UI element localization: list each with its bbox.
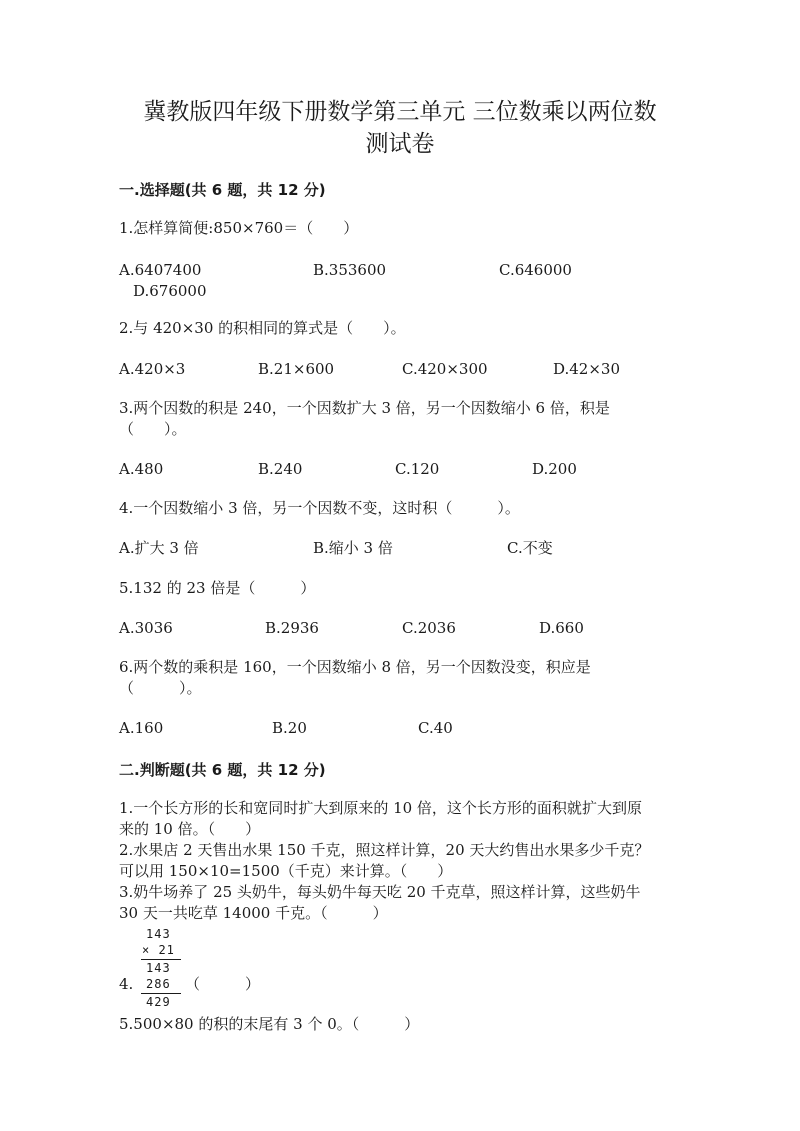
q4-option-c: C.不变 bbox=[507, 539, 553, 557]
calc-row-1: 143 bbox=[146, 927, 171, 941]
question-3-stem-line-2: （ ）。 bbox=[119, 420, 187, 438]
q1-option-a: A.6407400 bbox=[119, 261, 202, 279]
q3-option-b: B.240 bbox=[258, 460, 303, 478]
judge-1-line-2: 来的 10 倍。（ ） bbox=[119, 820, 261, 838]
section-1-heading: 一.选择题(共 6 题，共 12 分) bbox=[119, 181, 326, 199]
q1-option-b: B.353600 bbox=[313, 261, 387, 279]
q5-option-a: A.3036 bbox=[119, 619, 173, 637]
q5-option-b: B.2936 bbox=[265, 619, 319, 637]
question-1-stem: 1.怎样算简便:850×760＝（ ） bbox=[119, 219, 359, 237]
question-5-stem: 5.132 的 23 倍是（ ） bbox=[119, 579, 316, 597]
section-2-heading: 二.判断题(共 6 题，共 12 分) bbox=[119, 761, 326, 779]
question-6-stem-line-2: （ ）。 bbox=[119, 679, 202, 697]
q3-option-c: C.120 bbox=[395, 460, 440, 478]
calc-row-2: × 21 bbox=[142, 943, 175, 957]
judge-2-line-1: 2.水果店 2 天售出水果 150 千克，照这样计算，20 天大约售出水果多少千克？ bbox=[119, 841, 650, 859]
judge-1-line-1: 1.一个长方形的长和宽同时扩大到原来的 10 倍，这个长方形的面积就扩大到原 bbox=[119, 799, 642, 817]
q4-option-a: A.扩大 3 倍 bbox=[119, 539, 199, 557]
q6-option-b: B.20 bbox=[272, 719, 307, 737]
q2-option-d: D.42×30 bbox=[553, 360, 621, 378]
q6-option-c: C.40 bbox=[418, 719, 453, 737]
q4-option-b: B.缩小 3 倍 bbox=[313, 539, 393, 557]
q2-option-c: C.420×300 bbox=[402, 360, 488, 378]
judge-5-line-1: 5.500×80 的积的末尾有 3 个 0。（ ） bbox=[119, 1015, 420, 1033]
q3-option-d: D.200 bbox=[532, 460, 577, 478]
judge-4-blank: （ ） bbox=[185, 975, 261, 993]
q2-option-b: B.21×600 bbox=[258, 360, 335, 378]
calc-rule-2 bbox=[141, 993, 181, 994]
judge-4-number: 4. bbox=[119, 975, 134, 993]
judge-3-line-1: 3.奶牛场养了 25 头奶牛，每头奶牛每天吃 20 千克草，照这样计算，这些奶牛 bbox=[119, 883, 641, 901]
question-2-stem: 2.与 420×30 的积相同的算式是（ ）。 bbox=[119, 319, 406, 337]
q1-option-c: C.646000 bbox=[499, 261, 572, 279]
question-4-stem: 4.一个因数缩小 3 倍，另一个因数不变，这时积（ ）。 bbox=[119, 499, 520, 517]
q6-option-a: A.160 bbox=[119, 719, 164, 737]
question-3-stem-line-1: 3.两个因数的积是 240，一个因数扩大 3 倍，另一个因数缩小 6 倍，积是 bbox=[119, 399, 610, 417]
judge-2-line-2: 可以用 150×10=1500（千克）来计算。（ ） bbox=[119, 862, 453, 880]
calc-row-3: 143 bbox=[146, 961, 171, 975]
calc-row-5: 429 bbox=[146, 995, 171, 1009]
q3-option-a: A.480 bbox=[119, 460, 164, 478]
q1-option-d: D.676000 bbox=[133, 282, 207, 300]
title-line-1: 冀教版四年级下册数学第三单元 三位数乘以两位数 bbox=[143, 99, 657, 125]
q5-option-c: C.2036 bbox=[402, 619, 456, 637]
calc-rule-1 bbox=[141, 959, 181, 960]
title-line-2: 测试卷 bbox=[365, 131, 435, 157]
q2-option-a: A.420×3 bbox=[119, 360, 186, 378]
q5-option-d: D.660 bbox=[539, 619, 584, 637]
judge-3-line-2: 30 天一共吃草 14000 千克。（ ） bbox=[119, 904, 388, 922]
page-title bbox=[80, 96, 720, 160]
calc-row-4: 286 bbox=[146, 977, 171, 991]
question-6-stem-line-1: 6.两个数的乘积是 160，一个因数缩小 8 倍，另一个因数没变，积应是 bbox=[119, 658, 591, 676]
